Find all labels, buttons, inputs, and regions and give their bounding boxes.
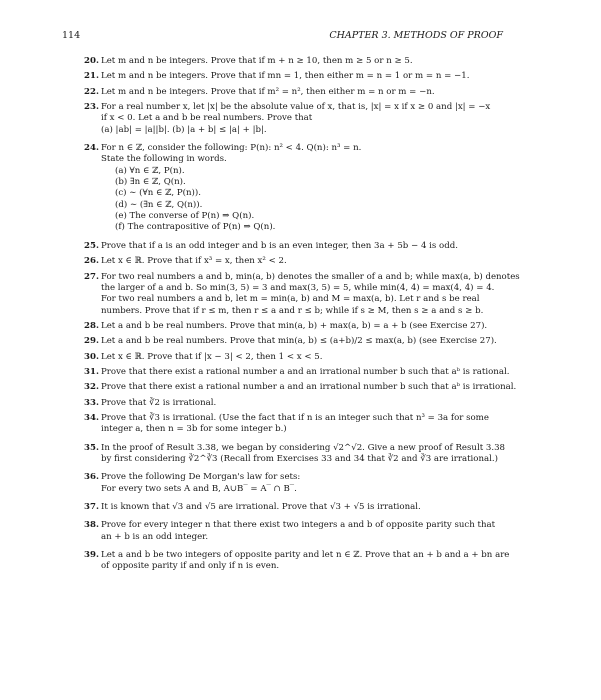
exercise-21 [84, 71, 504, 82]
exercise-list [84, 56, 520, 573]
exercise-text: Prove that if a is an odd integer and b is an even integer, then 3a + 5b − 4 is odd. [101, 240, 458, 251]
exercise-36 [84, 472, 504, 495]
exercise-text: State the following in words. [101, 154, 227, 165]
exercise-text: Let m and n be integers. Prove that if m² = n², then either m = n or m = −n. [101, 86, 435, 97]
exercise-text: by first considering ∛2^∛3 (Recall from Exercises 33 and 34 that ∛2 and ∛3 are irrational.) [101, 453, 498, 464]
exercise-part-e: (e) The converse of P(n) ⇒ Q(n). [115, 211, 255, 222]
exercise-29 [84, 336, 504, 347]
exercise-22 [84, 87, 504, 98]
exercise-number: 21. [84, 71, 99, 82]
exercise-number: 37. [84, 502, 99, 512]
exercise-part-d: (d) ∼ (∃n ∈ ℤ, Q(n)). [115, 199, 203, 210]
exercise-text: an + b is an odd integer. [101, 531, 209, 542]
exercise-number: 20. [84, 56, 99, 66]
exercise-number: 33. [84, 397, 99, 408]
exercise-number: 27. [84, 271, 99, 282]
exercise-35 [84, 443, 504, 466]
exercise-text: Let a and b be real numbers. Prove that min(a, b) + max(a, b) = a + b (see Exercise 27). [101, 320, 488, 331]
exercise-part-c: (c) ∼ (∀n ∈ ℤ, P(n)). [115, 188, 201, 199]
exercise-number: 28. [84, 320, 99, 331]
exercise-26 [84, 256, 504, 267]
exercise-number: 24. [84, 143, 99, 154]
exercise-37 [84, 502, 504, 513]
exercise-number: 23. [84, 102, 99, 113]
exercise-part: (a) |ab| = |a||b|. (b) |a + b| ≤ |a| + |b|. [101, 124, 267, 135]
exercise-text: For n ∈ ℤ, consider the following: P(n): n² < 4. Q(n): n³ = n. [101, 143, 362, 154]
exercise-number: 30. [84, 351, 99, 362]
exercise-text: integer a, then n = 3b for some integer b.) [101, 424, 287, 435]
exercise-number: 31. [84, 366, 99, 377]
exercise-33 [84, 398, 504, 409]
exercise-text: Let a and b be real numbers. Prove that min(a, b) ≤ (a+b)/2 ≤ max(a, b) (see Exercise 27). [101, 336, 497, 347]
exercise-number: 36. [84, 472, 99, 483]
exercise-24 [84, 143, 504, 234]
exercise-text: Let m and n be integers. Prove that if m + n ≥ 10, then m ≥ 5 or n ≥ 5. [101, 56, 413, 66]
exercise-number: 25. [84, 240, 99, 251]
exercise-number: 39. [84, 550, 99, 561]
exercise-part-a: (a) ∀n ∈ ℤ, P(n). [115, 165, 185, 176]
exercise-number: 34. [84, 412, 99, 423]
exercise-text: Prove that there exist a rational number a and an irrational number b such that aᵇ is rational. [101, 366, 510, 377]
exercise-number: 32. [84, 382, 99, 393]
exercise-part-b: (b) ∃n ∈ ℤ, Q(n). [115, 177, 186, 188]
exercise-text: For two real numbers a and b, min(a, b) denotes the smaller of a and b; while max(a, b) denotes [101, 271, 520, 282]
exercise-number: 38. [84, 520, 99, 531]
exercise-text: Let a and b be two integers of opposite parity and let n ∈ ℤ. Prove that an + b and a + bn are [101, 550, 510, 561]
exercise-23 [84, 102, 504, 136]
exercise-20 [84, 56, 504, 67]
exercise-text: Prove for every integer n that there exist two integers a and b of opposite parity such that [101, 520, 496, 531]
exercise-text: if x < 0. Let a and b be real numbers. Prove that [101, 113, 313, 124]
exercise-text: Let x ∈ ℝ. Prove that if x³ = x, then x² < 2. [101, 256, 287, 267]
exercise-31 [84, 366, 510, 378]
exercise-27 [84, 271, 520, 317]
exercise-text: It is known that √3 and √5 are irrational. Prove that √3 + √5 is irrational. [101, 502, 421, 512]
exercise-text: Prove that ∛2 is irrational. [101, 397, 217, 408]
exercise-text: For a real number x, let |x| be the absolute value of x, that is, |x| = x if x ≥ 0 and |x| = −x [101, 102, 491, 113]
exercise-38 [84, 520, 504, 543]
page-header [62, 30, 503, 43]
exercise-part-f: (f) The contrapositive of P(n) ⇒ Q(n). [115, 222, 276, 233]
exercise-number: 26. [84, 256, 99, 267]
chapter-title: CHAPTER 3. METHODS OF PROOF [329, 30, 503, 41]
exercise-text: Prove that ∛3 is irrational. (Use the fact that if n is an integer such that n³ = 3a for some [101, 412, 489, 423]
exercise-text: Let m and n be integers. Prove that if mn = 1, then either m = n = 1 or m = n = −1. [101, 71, 470, 82]
exercise-number: 22. [84, 86, 99, 97]
exercise-text: of opposite parity if and only if n is even. [101, 561, 280, 572]
exercise-text: Prove that there exist a rational number a and an irrational number b such that aᵇ is irrational. [101, 382, 517, 393]
exercise-number: 35. [84, 442, 99, 453]
page-number: 114 [62, 30, 81, 41]
exercise-number: 29. [84, 336, 99, 347]
exercise-30 [84, 352, 504, 363]
exercise-text: Prove the following De Morgan's law for sets: [101, 472, 301, 483]
exercise-text: the larger of a and b. So min(3, 5) = 3 and max(3, 5) = 5, while min(4, 4) = max(4, 4) = 4. [101, 282, 495, 293]
exercise-34 [84, 413, 504, 436]
exercise-39 [84, 550, 510, 573]
exercise-text: In the proof of Result 3.38, we began by considering √2^√2. Give a new proof of Result 3.38 [101, 442, 506, 453]
exercise-32 [84, 382, 517, 393]
exercise-text: Let x ∈ ℝ. Prove that if |x − 3| < 2, then 1 < x < 5. [101, 351, 323, 362]
exercise-text: numbers. Prove that if r ≤ m, then r ≤ a and r ≤ b; while if s ≥ M, then s ≥ a and s ≥ b. [101, 305, 484, 316]
exercise-text: For two real numbers a and b, let m = min(a, b) and M = max(a, b). Let r and s be real [101, 294, 480, 305]
exercise-text: For every two sets A and B, A∪B‾ = A‾ ∩ B‾. [101, 483, 297, 494]
exercise-25 [84, 241, 504, 252]
exercise-28 [84, 321, 504, 332]
